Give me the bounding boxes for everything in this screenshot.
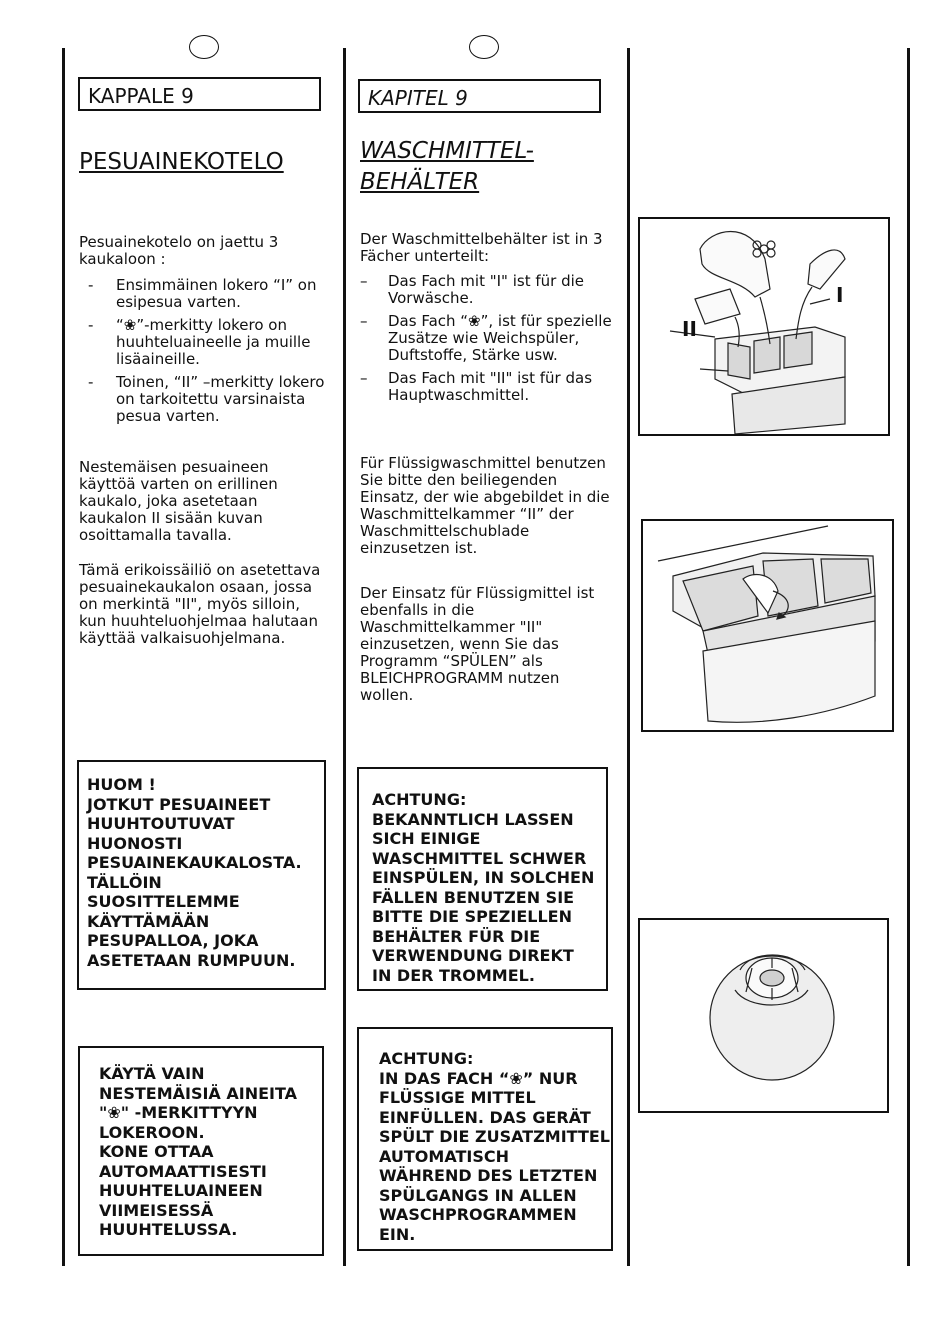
column-rule-3: [627, 48, 630, 1266]
section-title-de-line1: WASCHMITTEL-: [360, 138, 534, 164]
notice-box-fi-2: KÄYTÄ VAIN NESTEMÄISIÄ AINEITA "❀" -MERKITTYYN LOKEROON. KONE OTTAA AUTOMAATTISESTI HUUHTELUAINEEN VIIMEISESSÄ HUUHTELUSSA.: [78, 1046, 324, 1256]
language-oval-de: [469, 35, 499, 59]
language-oval-fi: [189, 35, 219, 59]
list-item: – Das Fach mit "I" ist für die Vorwäsche.: [360, 272, 584, 307]
notice-box-fi-1: HUOM ! JOTKUT PESUAINEET HUUHTOUTUVAT HUONOSTI PESUAINEKAUKALOSTA. TÄLLÖIN SUOSITTELEMME KÄYTTÄMÄÄN PESUPALLOA, JOKA ASETETAAN RUMPUUN.: [77, 760, 326, 990]
drawer-insert-illustration: [643, 521, 892, 730]
column-rule-1: [62, 48, 65, 1266]
notice-box-de-1: ACHTUNG: BEKANNTLICH LASSEN SICH EINIGE WASCHMITTEL SCHWER EINSPÜLEN, IN SOLCHEN FÄLLEN BENUTZEN SIE BITTE DIE SPEZIELLEN BEHÄLTER FÜR DIE VERWENDUNG DIREKT IN DER TROMMEL.: [357, 767, 608, 991]
compartment-list-de: [360, 273, 615, 410]
section-title-de-line2: BEHÄLTER: [360, 169, 480, 195]
liquid-detergent-paragraph-de: Für Flüssigwaschmittel benutzen Sie bitte den beiliegenden Einsatz, der wie abgebildet in die Waschmittelkammer “II” der Waschmittelschublade einzusetzen ist.: [360, 454, 610, 557]
chapter-label-de: KAPITEL 9: [358, 79, 601, 113]
figure-dosing-ball: [638, 918, 889, 1113]
list-item: – Das Fach mit "II" ist für das Hauptwaschmittel.: [360, 369, 593, 404]
bleach-paragraph-fi: Tämä erikoissäiliö on asetettava pesuainekaukalon osaan, jossa on merkintä "II", myös silloin, kun huuhteluohjelmaa halutaan käyttää valkaisuohjelmana.: [79, 561, 321, 647]
intro-de: Der Waschmittelbehälter ist in 3 Fächer unterteilt:: [360, 230, 603, 265]
liquid-detergent-paragraph-fi: Nestemäisen pesuaineen käyttöä varten on erillinen kaukalo, joka asetetaan kaukalon II sisään kuvan osoittamalla tavalla.: [79, 458, 278, 544]
figure-liquid-insert: [641, 519, 894, 732]
column-rule-4: [907, 48, 910, 1266]
section-title-fi: PESUAINEKOTELO: [79, 149, 284, 175]
drawer-pouring-illustration: [640, 219, 888, 434]
chapter-label-fi: KAPPALE 9: [78, 77, 321, 111]
compartment-list-fi: [88, 277, 326, 431]
figure-pouring-detergent: [638, 217, 890, 436]
list-item: - Toinen, “II” –merkitty lokero on tarkoitettu varsinaista pesua varten.: [88, 373, 325, 425]
bleach-paragraph-de: Der Einsatz für Flüssigmittel ist ebenfalls in die Waschmittelkammer "II" einzusetzen, wenn Sie das Programm “SPÜLEN” als BLEICHPROGRAMM nutzen wollen.: [360, 584, 595, 704]
notice-box-de-2: ACHTUNG: IN DAS FACH “❀” NUR FLÜSSIGE MITTEL EINFÜLLEN. DAS GERÄT SPÜLT DIE ZUSATZMITTEL AUTOMATISCH WÄHREND DES LETZTEN SPÜLGANGS IN ALLEN WASCHPROGRAMMEN EIN.: [357, 1027, 613, 1251]
intro-fi: Pesuainekotelo on jaettu 3 kaukaloon :: [79, 233, 279, 268]
fig-label-I: I: [836, 283, 844, 307]
list-item: – Das Fach “❀”, ist für spezielle Zusätze wie Weichspüler, Duftstoffe, Stärke usw.: [360, 312, 612, 364]
dosing-ball-illustration: [640, 920, 887, 1111]
list-item: - Ensimmäinen lokero “I” on esipesua varten.: [88, 276, 317, 311]
fig-label-II: II: [682, 317, 697, 341]
column-rule-2: [343, 48, 346, 1266]
list-item: - “❀”-merkitty lokero on huuhteluaineelle ja muille lisäaineille.: [88, 316, 311, 368]
